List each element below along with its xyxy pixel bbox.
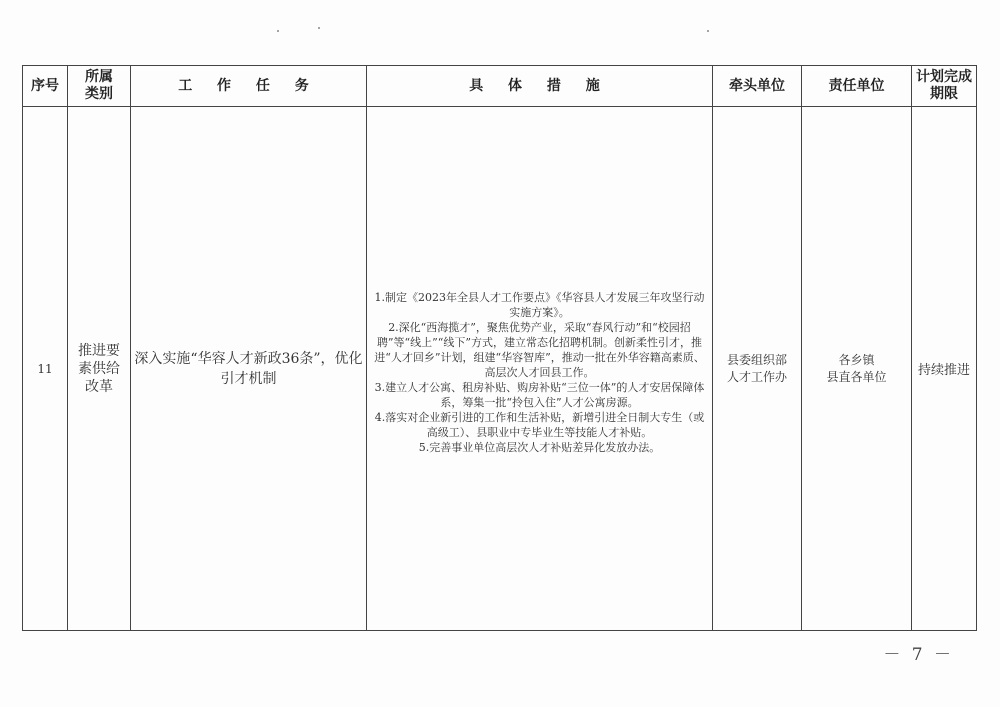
header-no: 序号: [23, 66, 68, 107]
header-category: [68, 66, 131, 107]
task-table: [22, 65, 977, 631]
measure-item: 1.制定《2023年全县人才工作要点》《华容县人才发展三年攻坚行动实施方案》。: [374, 291, 705, 319]
measures-list: [367, 290, 712, 455]
row-lead-unit-text: 县委组织部 人才工作办: [726, 352, 787, 384]
row-category-text: 推进要 素供给 改革: [78, 342, 120, 395]
table-header-row: [23, 66, 977, 107]
scan-speck: [707, 30, 709, 32]
row-no: 11: [23, 107, 68, 631]
row-deadline: 持续推进: [912, 107, 977, 631]
header-lead-unit: 牵头单位: [713, 66, 802, 107]
row-category: [68, 107, 131, 631]
header-responsible-unit: 责任单位: [802, 66, 912, 107]
measure-item: 2.深化“西海揽才”，聚焦优势产业，采取“春风行动”和“校园招聘”等“线上”“线下”方式，建立常态化招聘机制。创新柔性引才，推进“人才回乡”计划，组建“华容智库”，推动一批在外华容籍高素质、高层次人才回县工作。: [374, 321, 705, 379]
table-row: [23, 107, 977, 631]
measure-item: 4.落实对企业新引进的工作和生活补贴，新增引进全日制大专生（或高级工）、县职业中专毕业生等技能人才补贴。: [374, 411, 705, 439]
row-responsible-unit-text: 各乡镇 县直各单位: [826, 352, 887, 384]
header-measures: 具 体 措 施: [367, 66, 713, 107]
measure-item: 3.建立人才公寓、租房补贴、购房补贴“三位一体”的人才安居保障体系，筹集一批“拎包入住”人才公寓房源。: [374, 381, 705, 409]
row-responsible-unit: [802, 107, 912, 631]
header-deadline: [912, 66, 977, 107]
row-task: 深入实施“华容人才新政36条”，优化引才机制: [131, 107, 367, 631]
header-category-text: 所属 类别: [85, 69, 113, 102]
header-deadline-text: 计划完成 期限: [916, 69, 972, 102]
measure-item: 5.完善事业单位高层次人才补贴差异化发放办法。: [418, 441, 661, 454]
scan-speck: [277, 30, 279, 32]
row-lead-unit: [713, 107, 802, 631]
scan-speck: [318, 27, 320, 29]
header-task: 工 作 任 务: [131, 66, 367, 107]
row-measures: [367, 107, 713, 631]
page-number: － 7 －: [883, 645, 954, 665]
